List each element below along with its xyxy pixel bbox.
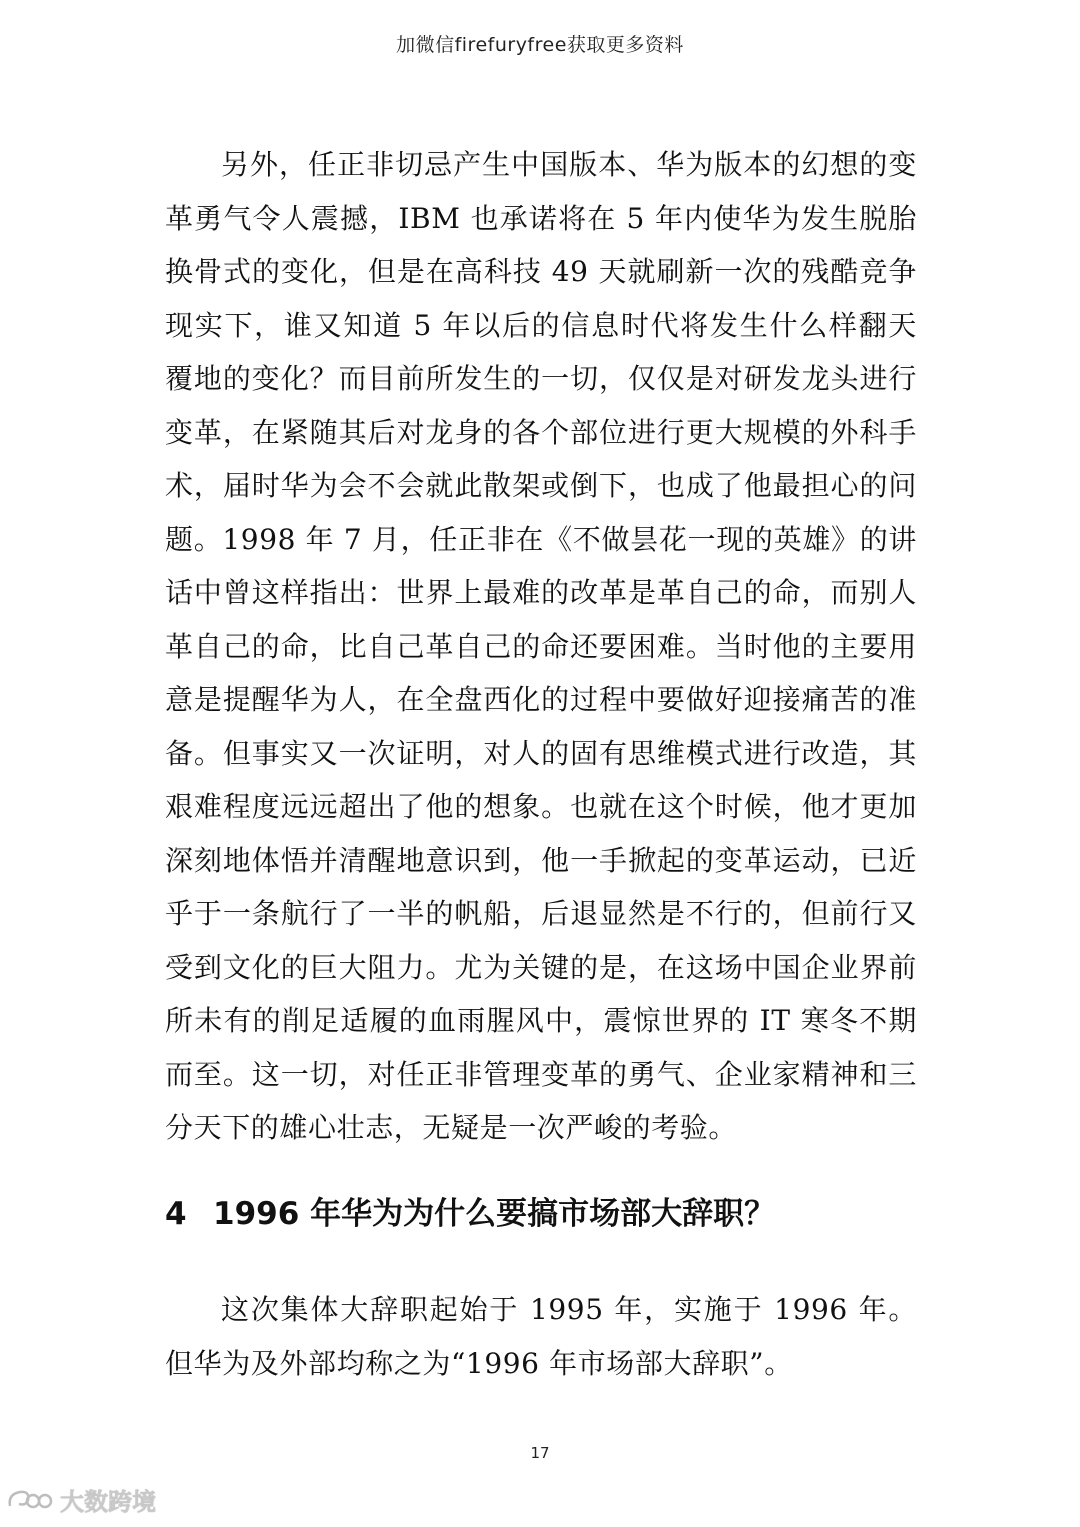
page-header: 加微信firefuryfree获取更多资料 bbox=[396, 34, 684, 56]
section-heading bbox=[165, 1192, 917, 1236]
body-paragraph-2: 这次集体大辞职起始于 1995 年，实施于 1996 年。但华为及外部均称之为“1996 年市场部大辞职”。 bbox=[165, 1293, 917, 1380]
logo-swirl-icon bbox=[6, 1486, 54, 1514]
page-number: 17 bbox=[530, 1444, 550, 1462]
body-paragraph-1: 另外，任正非切忌产生中国版本、华为版本的幻想的变革勇气令人震撼，IBM 也承诺将在 5 年内使华为发生脱胎换骨式的变化，但是在高科技 49 天就刷新一次的残酷竞争现实下，谁又知道 5 年以后的信息时代将发生什么样翻天覆地的变化？而目前所发生的一切，仅仅是对研发龙头进行变革，在紧随其后对龙身的各个部位进行更大规模的外科手术，届时华为会不会就此散架或倒下，也成了他最担心的问题。1998 年 7 月，任正非在《不做昙花一现的英雄》的讲话中曾这样指出：世界上最难的改革是革自己的命，而别人革自己的命，比自己革自己的命还要困难。当时他的主要用意是提醒华为人，在全盘西化的过程中要做好迎接痛苦的准备。但事实又一次证明，对人的固有思维模式进行改造，其艰难程度远远超出了他的想象。也就在这个时候，他才更加深刻地体悟并清醒地意识到，他一手掀起的变革运动，已近乎于一条航行了一半的帆船，后退显然是不行的，但前行又受到文化的巨大阻力。尤为关键的是，在这场中国企业界前所未有的削足适履的血雨腥风中，震惊世界的 IT 寒冬不期而至。这一切，对任正非管理变革的勇气、企业家精神和三分天下的雄心壮志，无疑是一次严峻的考验。 bbox=[165, 148, 917, 1144]
section-title: 1996 年华为为什么要搞市场部大辞职？ bbox=[213, 1196, 776, 1232]
watermark bbox=[6, 1482, 156, 1517]
watermark-text: 大数跨境 bbox=[60, 1488, 156, 1516]
section-number: 4 bbox=[165, 1196, 187, 1232]
